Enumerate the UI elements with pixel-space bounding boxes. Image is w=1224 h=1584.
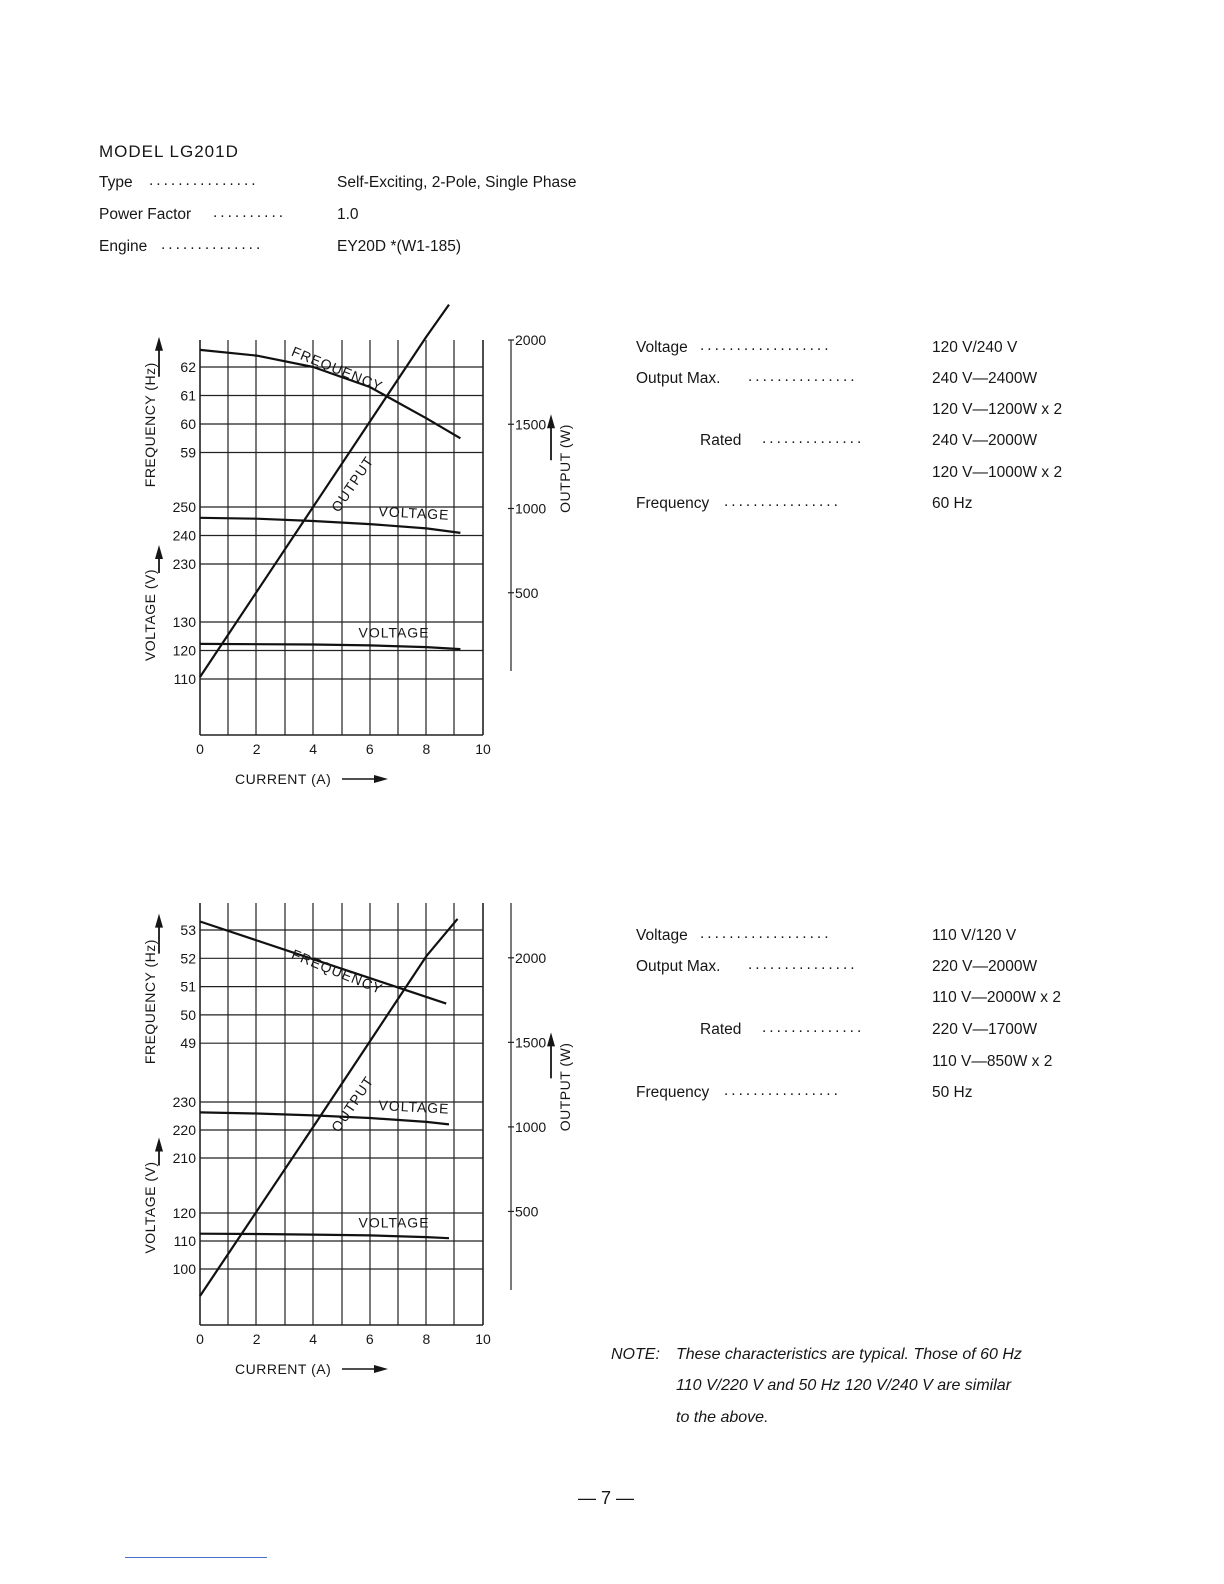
- table-dots: ..................: [700, 337, 832, 354]
- x-tick-label: 4: [309, 741, 318, 757]
- voltage-axis-label: VOLTAGE (V): [142, 1161, 158, 1254]
- spec-dots: ..............: [161, 236, 264, 253]
- chart-60hz: [130, 330, 590, 800]
- table-label-rated: Rated: [700, 432, 742, 449]
- y-tick-label-frequency: 53: [180, 922, 196, 938]
- y-tick-label-frequency: 60: [180, 416, 196, 432]
- voltage-axis-arrow-head: [155, 1138, 163, 1152]
- y-tick-label-voltage-high: 210: [172, 1150, 196, 1166]
- table-value-frequency: 50 Hz: [932, 1084, 973, 1101]
- table-value-output-max-2: 120 V—1200W x 2: [932, 401, 1063, 418]
- output-tick-label: 2000: [515, 949, 547, 966]
- voltage-axis-arrow-head: [155, 545, 163, 559]
- chart-50hz: [130, 895, 590, 1377]
- series-label-frequency: FREQUENCY: [289, 945, 386, 998]
- y-tick-label-frequency: 52: [180, 950, 196, 967]
- table-label-frequency: Frequency: [636, 495, 710, 512]
- x-tick-label: 10: [475, 741, 491, 757]
- series-label-voltage-high: VOLTAGE: [378, 503, 450, 523]
- y-tick-label-voltage-high: 220: [172, 1122, 196, 1138]
- x-axis-arrow-head: [374, 775, 388, 783]
- y-tick-label-voltage-low: 130: [172, 614, 196, 630]
- y-tick-label-voltage-low: 120: [172, 1205, 196, 1221]
- spec-value-type: Self-Exciting, 2-Pole, Single Phase: [337, 174, 577, 191]
- table-label-output-max: Output Max.: [636, 958, 721, 975]
- spec-value-power-factor: 1.0: [337, 206, 359, 223]
- x-tick-label: 2: [252, 741, 261, 757]
- x-tick-label: 8: [422, 1331, 431, 1347]
- y-tick-label-voltage-high: 240: [172, 527, 196, 544]
- table-dots: ..............: [762, 1019, 865, 1036]
- y-tick-label-frequency: 62: [180, 359, 196, 375]
- x-tick-label: 6: [365, 741, 374, 757]
- spec-label-engine: Engine: [99, 238, 148, 255]
- output-tick-label: 500: [515, 1203, 539, 1220]
- output-tick-label: 1500: [515, 416, 547, 433]
- table-label-voltage: Voltage: [636, 339, 688, 356]
- y-tick-label-voltage-low: 110: [173, 1233, 196, 1249]
- table-value-rated-2: 110 V—850W x 2: [932, 1053, 1053, 1070]
- table-label-voltage: Voltage: [636, 927, 688, 944]
- output-tick-label: 500: [515, 584, 539, 601]
- y-tick-label-voltage-low: 120: [172, 642, 196, 659]
- x-axis-label: CURRENT (A): [235, 771, 332, 787]
- spec-value-engine: EY20D *(W1-185): [337, 238, 462, 255]
- table-value-rated: 240 V—2000W: [932, 432, 1038, 449]
- table-dots: ...............: [748, 368, 858, 385]
- spec-dots: ...............: [149, 172, 259, 189]
- series-label-frequency: FREQUENCY: [289, 343, 386, 395]
- table-dots: ................: [724, 1082, 841, 1099]
- table-dots: ................: [724, 493, 841, 510]
- x-tick-label: 4: [309, 1331, 318, 1347]
- series-line-voltage-voltage-low: [200, 644, 460, 649]
- x-axis-label: CURRENT (A): [235, 1361, 332, 1377]
- table-label-output-max: Output Max.: [636, 370, 721, 387]
- note-line-3: to the above.: [676, 1409, 769, 1426]
- series-line-voltage-voltage-low: [200, 1234, 449, 1239]
- note-line-1: These characteristics are typical. Those of 60 Hz: [676, 1346, 1022, 1363]
- frequency-axis-arrow-head: [155, 337, 163, 351]
- frequency-axis-label: FREQUENCY (Hz): [142, 362, 158, 488]
- x-axis-arrow-head: [374, 1365, 388, 1373]
- y-tick-label-voltage-low: 110: [173, 671, 196, 687]
- page-title: MODEL LG201D: [99, 142, 239, 161]
- x-tick-label: 10: [475, 1331, 491, 1347]
- chart-svg: [130, 895, 590, 1377]
- spec-label-type: Type: [99, 174, 133, 191]
- table-value-output-max-2: 110 V—2000W x 2: [932, 989, 1061, 1006]
- table-value-voltage: 110 V/120 V: [932, 927, 1017, 944]
- y-tick-label-frequency: 49: [180, 1035, 196, 1052]
- x-tick-label: 0: [196, 741, 204, 757]
- frequency-axis-arrow-head: [155, 914, 163, 928]
- y-tick-label-frequency: 59: [180, 444, 196, 461]
- output-axis-label: OUTPUT (W): [557, 424, 573, 513]
- series-label-output: OUTPUT: [327, 453, 377, 515]
- spec-label-power-factor: Power Factor: [99, 206, 192, 223]
- y-tick-label-voltage-high: 250: [172, 499, 196, 515]
- note-prefix: NOTE:: [611, 1346, 660, 1363]
- y-tick-label-frequency: 51: [180, 978, 196, 995]
- table-value-rated-2: 120 V—1000W x 2: [932, 464, 1063, 481]
- table-value-rated: 220 V—1700W: [932, 1021, 1038, 1038]
- x-tick-label: 6: [365, 1331, 374, 1347]
- x-tick-label: 0: [196, 1331, 204, 1347]
- table-dots: ..............: [762, 430, 865, 447]
- y-tick-label-voltage-high: 230: [172, 556, 196, 572]
- page-number: — 7 —: [578, 1488, 635, 1508]
- y-tick-label-voltage-low: 100: [172, 1261, 196, 1277]
- table-value-output-max: 240 V—2400W: [932, 370, 1038, 387]
- output-axis-arrow-head: [547, 414, 555, 428]
- output-axis-arrow-head: [547, 1032, 555, 1046]
- spec-dots: ..........: [213, 204, 287, 221]
- output-tick-label: 2000: [515, 332, 547, 348]
- table-value-frequency: 60 Hz: [932, 495, 973, 512]
- y-tick-label-voltage-high: 230: [172, 1094, 196, 1110]
- series-label-voltage-low: VOLTAGE: [358, 1214, 430, 1231]
- output-axis-label: OUTPUT (W): [557, 1042, 573, 1132]
- table-dots: ...............: [748, 956, 858, 973]
- table-label-frequency: Frequency: [636, 1084, 710, 1101]
- footer-rule: [125, 1557, 267, 1558]
- output-tick-label: 1000: [515, 1118, 547, 1135]
- voltage-axis-label: VOLTAGE (V): [142, 568, 158, 662]
- y-tick-label-frequency: 61: [180, 387, 196, 404]
- table-value-voltage: 120 V/240 V: [932, 339, 1018, 356]
- table-value-output-max: 220 V—2000W: [932, 958, 1038, 975]
- output-tick-label: 1500: [515, 1034, 547, 1051]
- x-tick-label: 8: [422, 741, 431, 757]
- y-tick-label-frequency: 50: [180, 1006, 196, 1023]
- table-dots: ..................: [700, 925, 832, 942]
- x-tick-label: 2: [252, 1331, 261, 1347]
- table-label-rated: Rated: [700, 1021, 742, 1038]
- series-label-output: OUTPUT: [327, 1073, 377, 1135]
- frequency-axis-label: FREQUENCY (Hz): [142, 939, 158, 1065]
- series-label-voltage-low: VOLTAGE: [358, 624, 430, 641]
- note-line-2: 110 V/220 V and 50 Hz 120 V/240 V are similar: [676, 1377, 1012, 1394]
- output-tick-label: 1000: [515, 500, 547, 517]
- chart-svg: [130, 330, 590, 800]
- series-label-voltage-high: VOLTAGE: [378, 1096, 450, 1117]
